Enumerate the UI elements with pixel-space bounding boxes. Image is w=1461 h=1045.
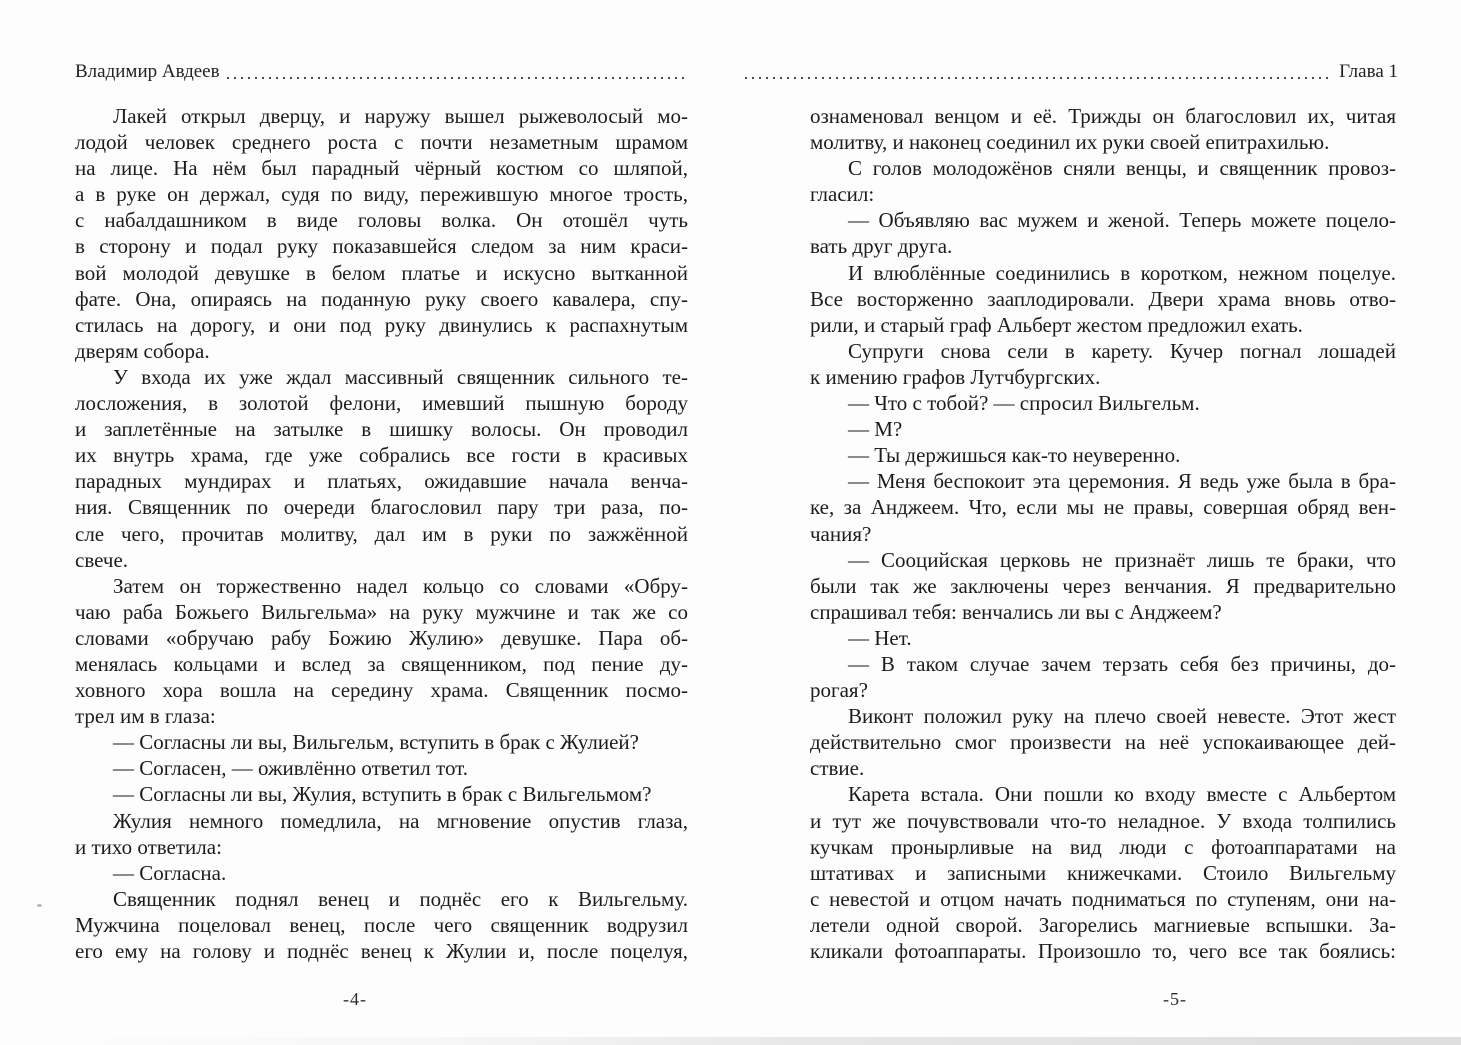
text-line: — Согласны ли вы, Вильгельм, вступить в брак с Жулией?: [113, 730, 639, 755]
text-line: рили, и старый граф Альберт жестом предложил ехать.: [810, 312, 1303, 337]
text-line: чаю раба Божьего Вильгельма» на руку мужчине и так же со: [75, 599, 688, 624]
text-line: Мужчина поцеловал венец, после чего священник водрузил: [75, 912, 688, 937]
text-line: — Нет.: [848, 625, 912, 650]
text-line: — Согласны ли вы, Жулия, вступить в брак с Вильгельмом?: [113, 782, 652, 807]
text-line: словами «обручаю рабу Божию Жулию» девушке. Пара об-: [75, 625, 688, 650]
running-header-author: Владимир Авдеев: [75, 61, 220, 82]
scan-speck-artifact: [37, 904, 42, 907]
text-line: — Сооцийская церковь не признаёт лишь те браки, что: [848, 547, 1396, 572]
text-line: спрашивал тебя: венчались ли вы с Анджеем?: [810, 599, 1222, 624]
text-line: — Согласна.: [113, 860, 227, 885]
text-line: вать друг друга.: [810, 234, 953, 259]
text-line: стилась на дорогу, и они под руку двинулись к распахнутым: [75, 312, 688, 337]
text-line: действительно смог произвести на неё успокаивающее дей-: [810, 730, 1396, 755]
text-line: были так же заключены через венчания. Я предварительно: [810, 573, 1396, 598]
text-line: чания?: [810, 521, 872, 546]
text-line: и тихо ответила:: [75, 834, 222, 859]
text-line: на лице. На нём был парадный чёрный костюм со шляпой,: [75, 156, 688, 181]
text-line: фате. Она, опираясь на поданную руку своего кавалера, спу-: [75, 286, 688, 311]
text-line: ствие.: [810, 756, 865, 781]
text-line: штативах и записными книжечками. Стоило Вильгельму: [810, 860, 1396, 885]
text-line: рогая?: [810, 678, 868, 703]
text-line: их внутрь храма, где уже собрались все гости в красивых: [75, 443, 688, 468]
text-line: — М?: [848, 417, 903, 442]
text-line: вой молодой девушке в белом платье и искусно вытканной: [75, 260, 688, 285]
text-line: с набалдашником в виде головы волка. Он отошёл чуть: [75, 208, 688, 233]
text-line: Жулия немного помедлила, на мгновение опустив глаза,: [113, 808, 688, 833]
text-line: — Что с тобой? — спросил Вильгельм.: [848, 391, 1200, 416]
right-page-text-column: [810, 103, 1396, 964]
text-line: — Меня беспокоит эта церемония. Я ведь уже была в бра-: [848, 469, 1396, 494]
text-line: свече.: [75, 547, 129, 572]
text-line: парадных мундирах и платьях, ожидавшие начала венча-: [75, 469, 688, 494]
text-line: — Согласен, — оживлённо ответил тот.: [113, 756, 469, 781]
page-number-right: -5-: [1163, 989, 1187, 1009]
text-line: молитву, и наконец соединил их руки своей епитрахилью.: [810, 130, 1330, 155]
running-header-left: [75, 60, 688, 84]
text-line: в сторону и подал руку показавшейся следом за ним краси-: [75, 234, 688, 259]
page-number-left: -4-: [343, 989, 367, 1009]
text-line: Лакей открыл дверцу, и наружу вышел рыжеволосый мо-: [113, 104, 688, 128]
text-line: лосложения, в золотой фелони, имевший пышную бороду: [75, 391, 688, 416]
running-header-chapter: Глава 1: [1339, 61, 1398, 82]
text-line: ке, за Анджеем. Что, если мы не правы, совершая обряд вен-: [810, 495, 1396, 520]
left-page-text-column: [75, 103, 688, 964]
text-line: с невестой и отцом начать подниматься по ступеням, они на-: [810, 886, 1396, 911]
text-line: Затем он торжественно надел кольцо со словами «Обру-: [113, 573, 688, 598]
text-line: ознаменовал венцом и её. Трижды он благословил их, читая: [810, 104, 1396, 128]
scan-edge-artifact: [0, 1037, 1461, 1045]
dotted-leader-left: [227, 77, 688, 79]
text-line: Супруги снова сели в карету. Кучер погнал лошадей: [848, 338, 1396, 363]
text-line: менялась кольцами и вслед за священником, под пение ду-: [75, 651, 688, 676]
text-line: — Объявляю вас мужем и женой. Теперь можете поцело-: [848, 208, 1396, 233]
text-line: У входа их уже ждал массивный священник сильного те-: [113, 364, 688, 389]
text-line: гласил:: [810, 182, 875, 207]
running-header-right: [745, 60, 1398, 84]
text-line: летели одной сворой. Загорелись магниевые вспышки. За-: [810, 912, 1396, 937]
text-line: И влюблённые соединились в коротком, нежном поцелуе.: [848, 260, 1396, 285]
text-line: кучкам пронырливые на вид люди с фотоаппаратами на: [810, 834, 1396, 859]
text-line: — Ты держишься как-то неуверенно.: [848, 443, 1181, 468]
text-line: а в руке он держал, судя по виду, пережившую многое трость,: [75, 182, 688, 207]
text-line: ния. Священник по очереди благословил пару три раза, по-: [75, 495, 688, 520]
text-line: лодой человек среднего роста с почти незаметным шрамом: [75, 130, 688, 155]
text-line: С голов молодожёнов сняли венцы, и священник провоз-: [848, 156, 1396, 181]
text-line: дверям собора.: [75, 338, 210, 363]
text-line: Священник поднял венец и поднёс его к Вильгельму.: [113, 886, 688, 911]
text-line: Все восторженно зааплодировали. Двери храма вновь отво-: [810, 286, 1396, 311]
text-line: Виконт положил руку на плечо своей невесте. Этот жест: [848, 704, 1396, 729]
text-line: и тут же почувствовали что-то неладное. У входа толпились: [810, 808, 1396, 833]
text-line: трел им в глаза:: [75, 704, 216, 729]
dotted-leader-right: [745, 77, 1330, 79]
text-line: к имению графов Лутчбургских.: [810, 364, 1101, 389]
text-line: — В таком случае зачем терзать себя без причины, до-: [848, 651, 1396, 676]
text-line: и заплетённые на затылке в шишку волосы. Он проводил: [75, 417, 688, 442]
text-line: его ему на голову и поднёс венец к Жулии и, после поцелуя,: [75, 939, 688, 963]
text-line: кликали фотоаппараты. Произошло то, чего все так боялись:: [810, 939, 1396, 963]
text-line: Карета встала. Они пошли ко входу вместе с Альбертом: [848, 782, 1396, 807]
text-line: ховного хора вошла на середину храма. Священник посмо-: [75, 678, 688, 703]
text-line: сле чего, прочитав молитву, дал им в руки по зажжённой: [75, 521, 688, 546]
